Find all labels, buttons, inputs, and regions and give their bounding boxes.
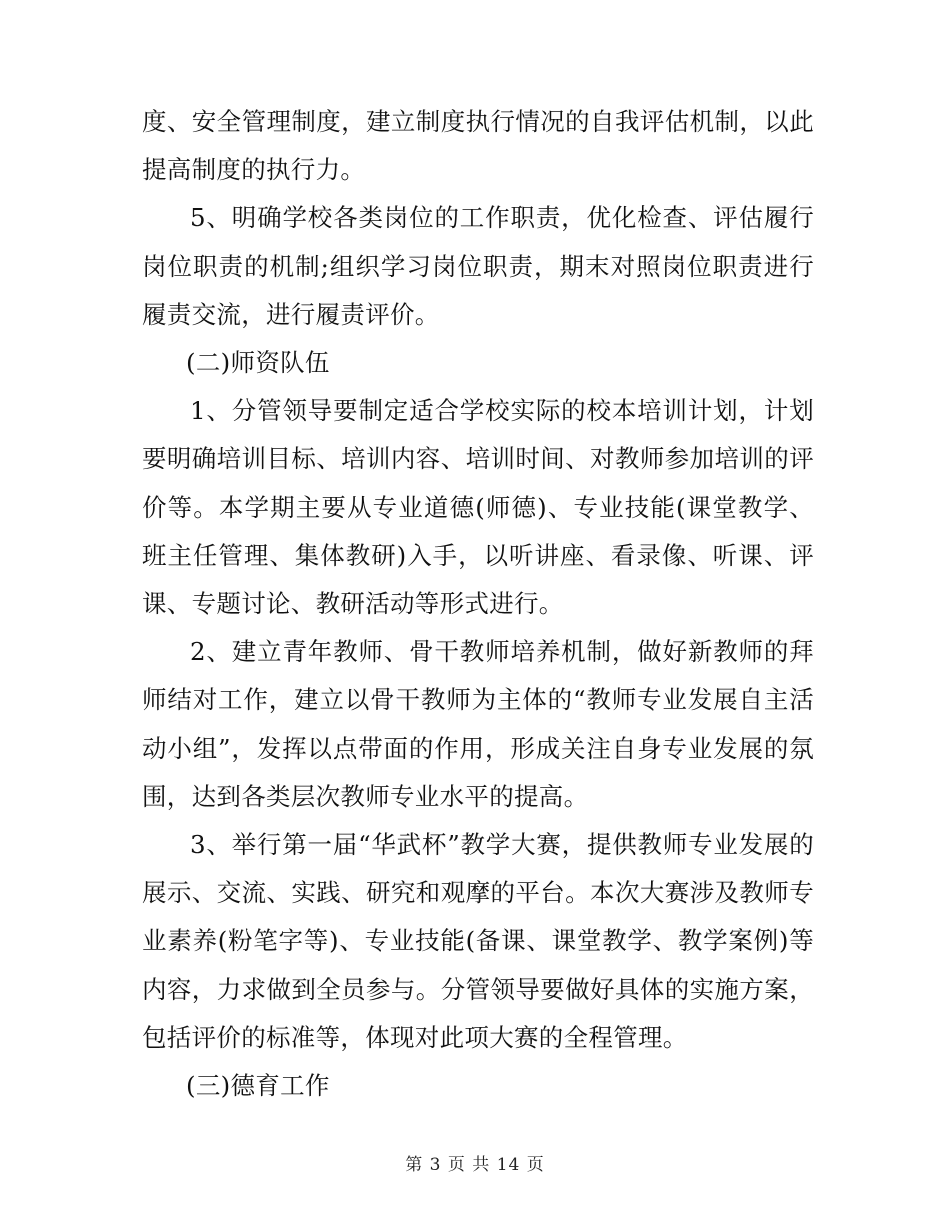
paragraph-item-1: 1、分管领导要制定适合学校实际的校本培训计划，计划要明确培训目标、培训内容、培训时间、对教师参加培训的评价等。本学期主要从专业道德(师德)、专业技能(课堂教学、班主任管理、集体教研)入手，以听讲座、看录像、听课、评课、专题讨论、教研活动等形式进行。 xyxy=(142,396,814,619)
paragraph-item-3: 3、举行第一届“华武杯”教学大赛，提供教师专业发展的展示、交流、实践、研究和观摩的平台。本次大赛涉及教师专业素养(粉笔字等)、专业技能(备课、课堂教学、教学案例)等内容，力求做到全员参与。分管领导要做好具体的实施方案，包括评价的标准等，体现对此项大赛的全程管理。 xyxy=(142,830,814,1052)
paragraph-item-2: 2、建立青年教师、骨干教师培养机制，做好新教师的拜师结对工作，建立以骨干教师为主体的“教师专业发展自主活动小组”，发挥以点带面的作用，形成关注自身专业发展的氛围，达到各类层次教师专业水平的提高。 xyxy=(142,637,814,811)
page-number-footer: 第 3 页 共 14 页 xyxy=(405,1155,545,1175)
document-body xyxy=(142,98,814,1110)
paragraph-continuation: 度、安全管理制度，建立制度执行情况的自我评估机制，以此提高制度的执行力。 xyxy=(142,107,814,185)
section-heading-moral-education: (三)德育工作 xyxy=(186,1071,330,1101)
paragraph-item-5: 5、明确学校各类岗位的工作职责，优化检查、评估履行岗位职责的机制;组织学习岗位职责，期末对照岗位职责进行履责交流，进行履责评价。 xyxy=(142,203,814,329)
section-heading-teachers: (二)师资队伍 xyxy=(186,348,330,378)
